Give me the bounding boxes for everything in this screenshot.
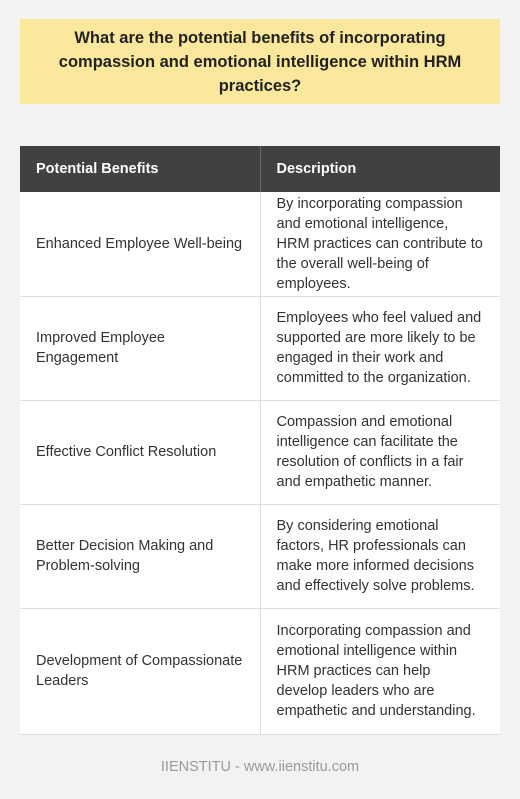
description-cell: Employees who feel valued and supported are more likely to be engaged in their work and committed to the organization. [260, 296, 500, 400]
table-row [20, 400, 500, 504]
title-banner [20, 19, 500, 104]
column-header-benefits: Potential Benefits [20, 146, 260, 192]
benefits-table [20, 146, 500, 735]
benefit-cell: Better Decision Making and Problem-solving [20, 504, 260, 608]
table-header-row [20, 146, 500, 192]
benefit-cell: Improved Employee Engagement [20, 296, 260, 400]
description-cell: Incorporating compassion and emotional intelligence within HRM practices can help develop leaders who are empathetic and understanding. [260, 608, 500, 734]
page-title: What are the potential benefits of incorporating compassion and emotional intelligence within HRM practices? [58, 28, 462, 95]
description-cell: By incorporating compassion and emotional intelligence, HRM practices can contribute to the overall well-being of employees. [260, 192, 500, 296]
table-row [20, 504, 500, 608]
benefit-cell: Development of Compassionate Leaders [20, 608, 260, 734]
description-cell: Compassion and emotional intelligence can facilitate the resolution of conflicts in a fair and empathetic manner. [260, 400, 500, 504]
table-row [20, 296, 500, 400]
table-row [20, 608, 500, 734]
column-header-description: Description [260, 146, 500, 192]
description-cell: By considering emotional factors, HR professionals can make more informed decisions and effectively solve problems. [260, 504, 500, 608]
benefit-cell: Effective Conflict Resolution [20, 400, 260, 504]
benefit-cell: Enhanced Employee Well-being [20, 192, 260, 296]
table-row [20, 192, 500, 296]
footer-credit: IIENSTITU - www.iienstitu.com [160, 759, 360, 775]
